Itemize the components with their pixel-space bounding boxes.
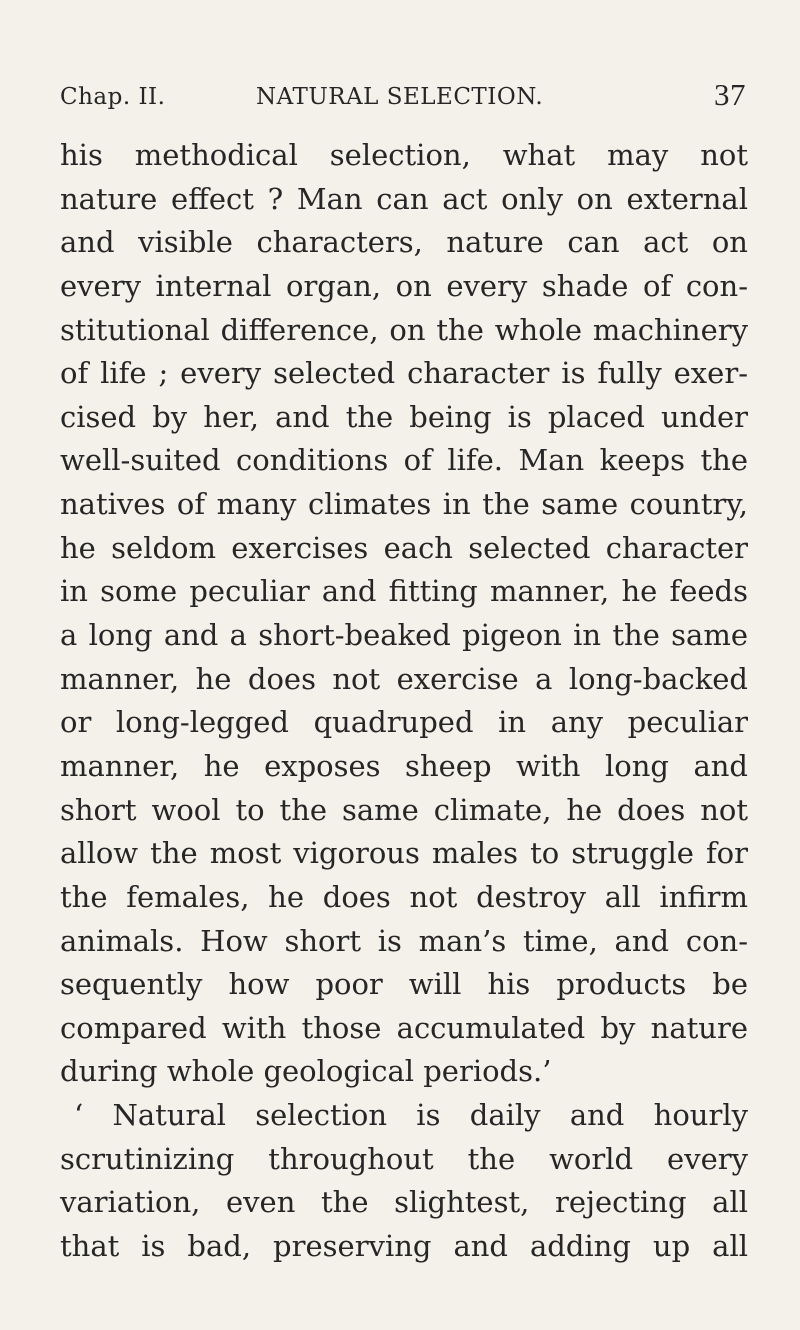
text-line: manner, he exposes sheep with long and bbox=[60, 748, 748, 783]
text-line: he seldom exercises each selected character bbox=[60, 530, 748, 565]
body-text bbox=[60, 134, 748, 1269]
section-title: NATURAL SELECTION. bbox=[256, 84, 544, 110]
text-line: scrutinizing throughout the world every bbox=[60, 1141, 748, 1176]
text-line: a long and a short-beaked pigeon in the same bbox=[60, 618, 748, 653]
text-line: animals. How short is man’s time, and con- bbox=[60, 923, 748, 958]
text-line: his methodical selection, what may not bbox=[60, 138, 748, 172]
text-line: that is bad, preserving and adding up all bbox=[60, 1229, 748, 1264]
text-line: ‘ Natural selection is daily and hourly bbox=[74, 1098, 748, 1133]
text-line: short wool to the same climate, he does not bbox=[60, 792, 748, 827]
text-line: natives of many climates in the same country, bbox=[60, 487, 748, 522]
text-line: every internal organ, on every shade of con- bbox=[60, 268, 748, 303]
text-line: variation, even the slightest, rejecting all bbox=[60, 1185, 748, 1220]
text-line: well-suited conditions of life. Man keeps the bbox=[60, 443, 748, 478]
text-line: cised by her, and the being is placed under bbox=[60, 399, 748, 434]
text-line: manner, he does not exercise a long-backed bbox=[60, 661, 748, 696]
text-line: allow the most vigorous males to struggle for bbox=[60, 836, 748, 871]
running-head bbox=[60, 77, 746, 124]
text-line: nature effect ? Man can act only on external bbox=[60, 181, 748, 216]
chapter-label: Chap. II. bbox=[60, 84, 166, 110]
text-line: of life ; every selected character is fully exer- bbox=[60, 356, 748, 391]
text-line: and visible characters, nature can act on bbox=[60, 225, 748, 260]
text-line: sequently how poor will his products be bbox=[60, 967, 748, 1002]
text-line: compared with those accumulated by nature bbox=[60, 1010, 748, 1045]
text-line: stitutional difference, on the whole machinery bbox=[60, 312, 748, 347]
text-line: in some peculiar and fitting manner, he feeds bbox=[60, 574, 748, 609]
text-line: the females, he does not destroy all infirm bbox=[60, 879, 748, 914]
text-line: or long-legged quadruped in any peculiar bbox=[60, 705, 748, 740]
page-number: 37 bbox=[714, 77, 746, 112]
text-line: during whole geological periods.’ bbox=[60, 1054, 552, 1089]
